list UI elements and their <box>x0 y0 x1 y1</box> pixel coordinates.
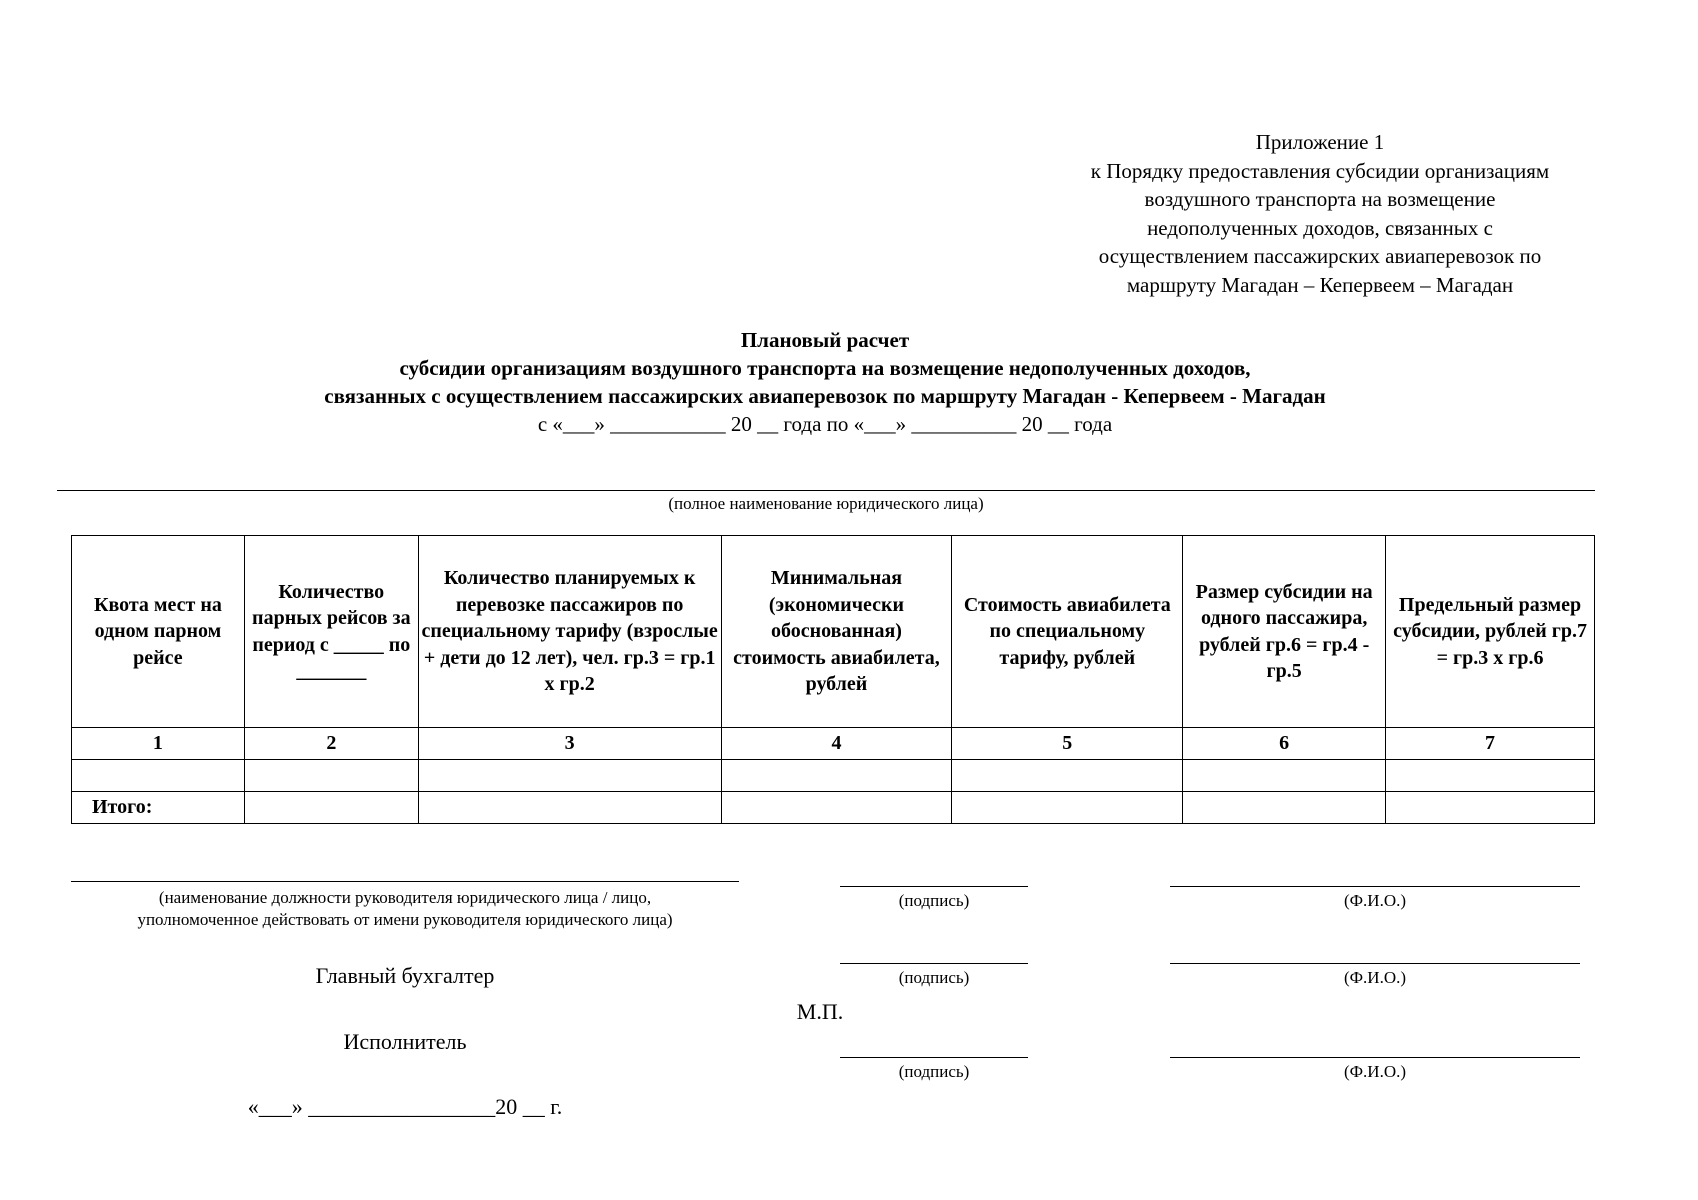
column-number: 2 <box>244 728 418 760</box>
appendix-line: маршруту Магадан – Кепервеем – Магадан <box>1126 272 1514 297</box>
table-cell[interactable] <box>952 792 1183 824</box>
table-cell[interactable] <box>1386 792 1595 824</box>
head-caption-line-1: (наименование должности руководителя юридического лица / лицо, <box>158 888 652 907</box>
header-cell: Квота мест на одном парном рейсе <box>72 536 245 728</box>
executor-signature-caption: (подпись) <box>898 1062 970 1081</box>
accountant-name-caption: (Ф.И.О.) <box>1343 968 1407 987</box>
head-name-caption: (Ф.И.О.) <box>1343 891 1407 910</box>
head-name-line[interactable] <box>1170 886 1580 887</box>
table-cell[interactable] <box>1183 792 1386 824</box>
appendix-block <box>1030 128 1610 299</box>
header-cell: Предельный размер субсидии, рублей гр.7 = гр.3 х гр.6 <box>1386 536 1595 728</box>
head-position-caption <box>71 887 739 931</box>
appendix-line: воздушного транспорта на возмещение <box>1144 187 1496 211</box>
column-number: 6 <box>1183 728 1386 760</box>
total-row <box>72 792 1595 824</box>
table-cell[interactable] <box>721 760 952 792</box>
head-caption-line-2: уполномоченное действовать от имени руководителя юридического лица) <box>137 910 673 929</box>
title-line-1: Плановый расчет <box>740 328 910 352</box>
header-cell: Количество планируемых к перевозке пассажиров по специальному тарифу (взрослые + дети до 12 лет), чел. гр.3 = гр.1 х гр.2 <box>418 536 721 728</box>
executor-name-caption: (Ф.И.О.) <box>1343 1062 1407 1081</box>
total-label: Итого: <box>72 792 245 824</box>
date-line[interactable]: «___» _________________20 __ г. <box>247 1094 563 1119</box>
column-number: 3 <box>418 728 721 760</box>
table-cell[interactable] <box>721 792 952 824</box>
org-name-caption: (полное наименование юридического лица) <box>668 494 984 513</box>
column-number: 5 <box>952 728 1183 760</box>
header-cell: Количество парных рейсов за период с _____ по _______ <box>244 536 418 728</box>
header-cell: Стоимость авиабилета по специальному тарифу, рублей <box>952 536 1183 728</box>
column-number: 1 <box>72 728 245 760</box>
stamp-place: М.П. <box>796 999 844 1024</box>
table-cell[interactable] <box>952 760 1183 792</box>
table-row <box>72 760 1595 792</box>
executor-signature-line[interactable] <box>840 1057 1028 1058</box>
accountant-signature-line[interactable] <box>840 963 1028 964</box>
chief-accountant-label: Главный бухгалтер <box>315 963 495 988</box>
head-signature-line[interactable] <box>840 886 1028 887</box>
accountant-signature-caption: (подпись) <box>898 968 970 987</box>
document-title <box>60 326 1590 438</box>
table-cell[interactable] <box>418 792 721 824</box>
org-name-line[interactable] <box>57 490 1595 491</box>
table-cell[interactable] <box>72 760 245 792</box>
header-cell: Минимальная (экономически обоснованная) стоимость авиабилета, рублей <box>721 536 952 728</box>
column-number-row <box>72 728 1595 760</box>
header-cell: Размер субсидии на одного пассажира, рублей гр.6 = гр.4 - гр.5 <box>1183 536 1386 728</box>
title-line-2: субсидии организациям воздушного транспорта на возмещение недополученных доходов, <box>399 356 1251 380</box>
appendix-line: недополученных доходов, связанных с <box>1147 215 1493 240</box>
table-cell[interactable] <box>1183 760 1386 792</box>
table-cell[interactable] <box>418 760 721 792</box>
executor-name-line[interactable] <box>1170 1057 1580 1058</box>
appendix-line: осуществлением пассажирских авиаперевозок по <box>1098 244 1542 268</box>
head-position-line[interactable] <box>71 881 739 882</box>
executor-label: Исполнитель <box>343 1029 467 1054</box>
table-cell[interactable] <box>244 760 418 792</box>
subsidy-table <box>71 535 1595 824</box>
table-cell[interactable] <box>244 792 418 824</box>
appendix-title: Приложение 1 <box>1255 130 1385 154</box>
accountant-name-line[interactable] <box>1170 963 1580 964</box>
head-signature-caption: (подпись) <box>898 891 970 910</box>
period-line: с «___» ___________ 20 __ года по «___» __________ 20 __ года <box>537 412 1113 436</box>
table-cell[interactable] <box>1386 760 1595 792</box>
column-number: 7 <box>1386 728 1595 760</box>
column-number: 4 <box>721 728 952 760</box>
header-row <box>72 536 1595 728</box>
appendix-line: к Порядку предоставления субсидии организациям <box>1090 158 1550 183</box>
title-line-3: связанных с осуществлением пассажирских авиаперевозок по маршруту Магадан - Кепервеем - Магадан <box>324 384 1326 408</box>
